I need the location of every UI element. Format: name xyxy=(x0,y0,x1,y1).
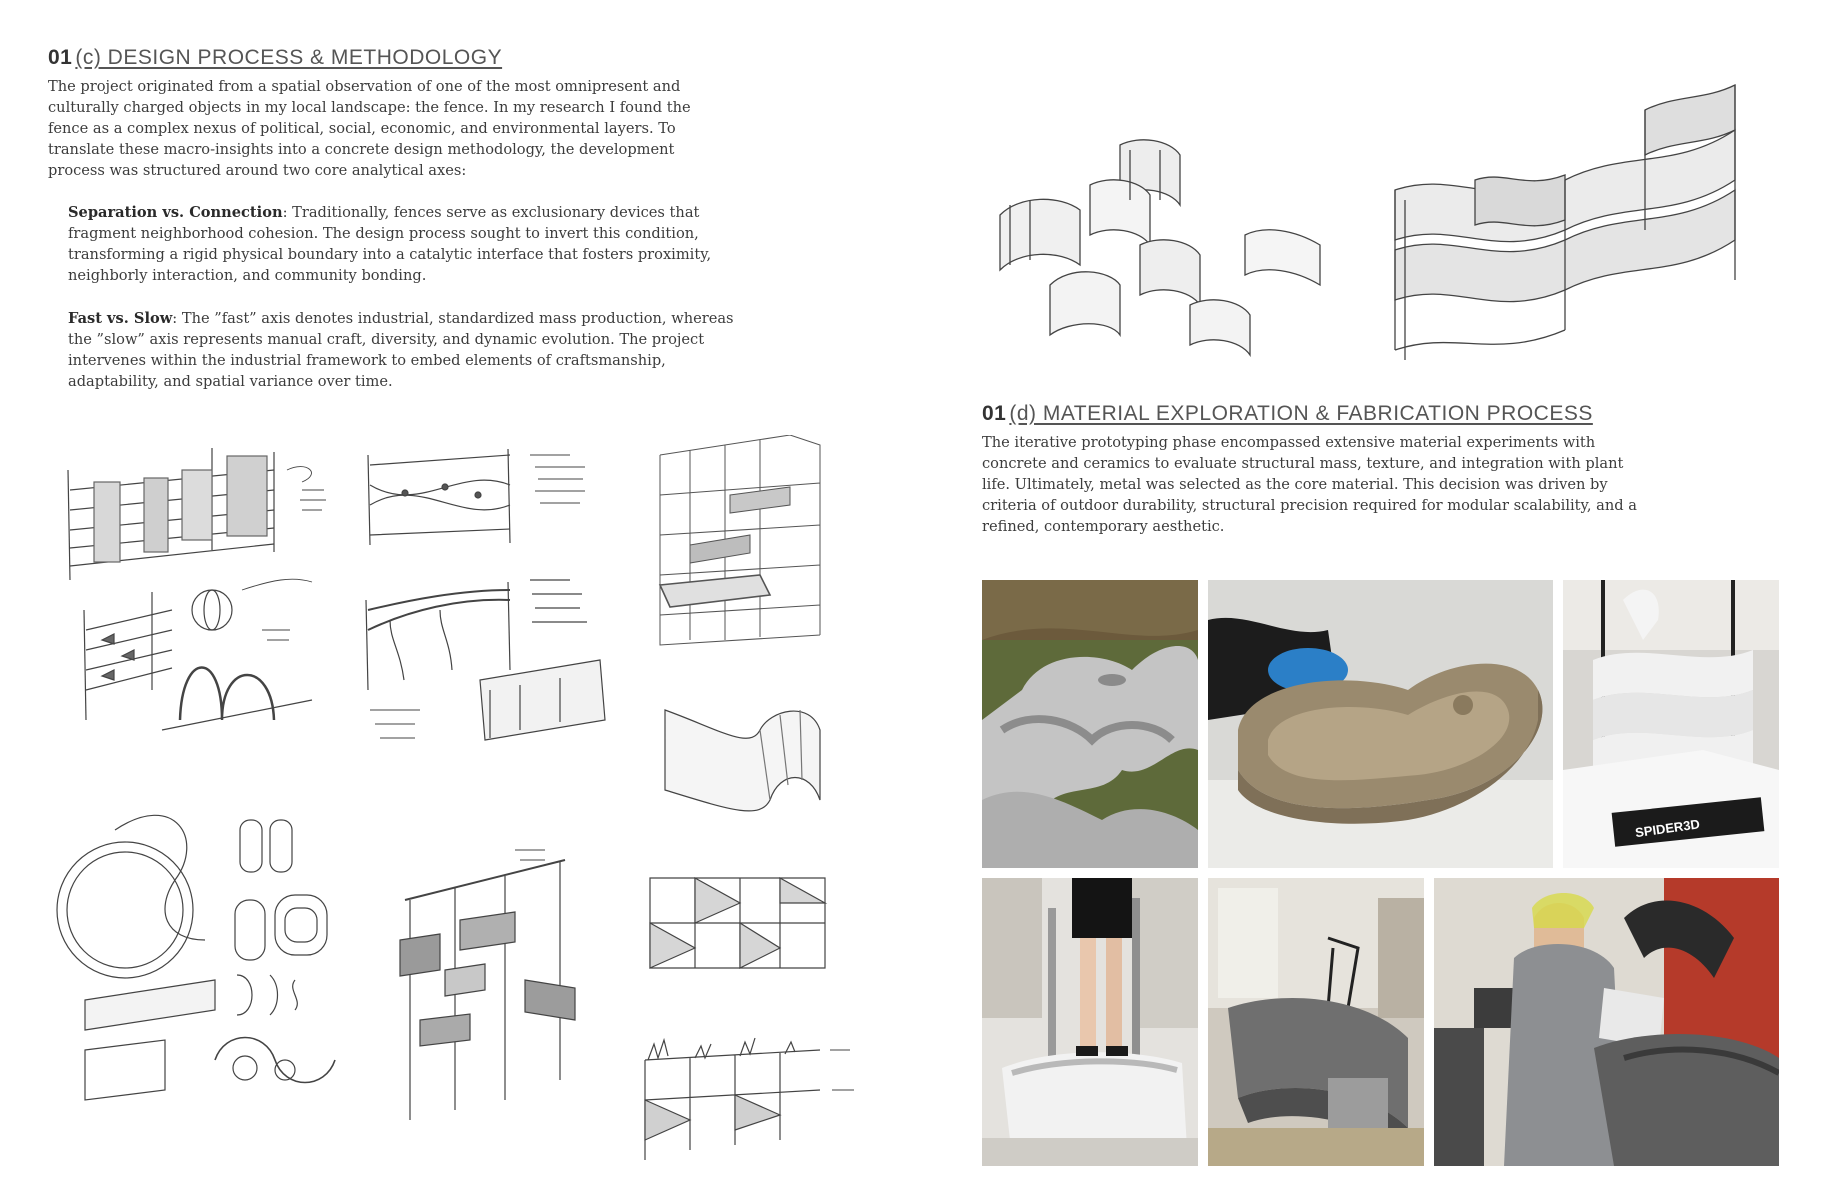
design-process-intro: The project originated from a spatial observation of one of the most omnipresent and culturally charged objects in my local landscape: the fence. In my research I found the fence as a complex nexus of political, social, economic, and environmental layers. To translate these macro-insights into a concrete design methodology, the development process was structured around two core analytical axes: xyxy=(48,78,691,179)
right-section-heading xyxy=(982,402,1593,426)
sketch-hanging-boxes xyxy=(395,830,595,1120)
axis-description: : Traditionally, fences serve as exclusionary devices that fragment neighborhood cohesion. The design process sought to invert this condition, transforming a rigid physical boundary into a catalytic interface that fosters proximity, neighborly interaction, and community bonding. xyxy=(68,204,712,284)
photo-metal-curved-plate xyxy=(1208,878,1424,1166)
sketch-grid-frame-drawers xyxy=(650,435,830,650)
photo-ceramic-3d-print xyxy=(1208,580,1553,868)
photo-concrete-modules-on-grass xyxy=(982,580,1198,868)
right-section-title: (d) MATERIAL EXPLORATION & FABRICATION PROCESS xyxy=(1009,402,1593,425)
left-section-heading xyxy=(48,46,502,70)
sketch-woven-fence xyxy=(360,570,630,770)
sketch-wave-shelving xyxy=(1375,80,1755,365)
axis-fast-slow xyxy=(68,308,748,392)
sketch-fence-hooks xyxy=(62,570,332,770)
right-section-number: 01 xyxy=(982,402,1007,425)
photo-printer-prototype xyxy=(1563,580,1779,868)
axis-term: Fast vs. Slow xyxy=(68,310,173,327)
left-section-title: (c) DESIGN PROCESS & METHODOLOGY xyxy=(75,46,503,69)
axis-description: : The ”fast” axis denotes industrial, standardized mass production, whereas the ”slow” axis represents manual craft, diversity, and dynamic evolution. The project intervenes within the industrial framework to embed elements of craftsmanship, adaptability, and spatial variance over time. xyxy=(68,310,734,390)
sketch-curved-ribbon xyxy=(660,690,830,820)
sketch-modular-stack xyxy=(990,135,1340,365)
axis-term: Separation vs. Connection xyxy=(68,204,283,221)
axis-separation-connection xyxy=(68,202,748,286)
printer-brand-label: SPIDER3D xyxy=(1634,816,1701,841)
photo-person-standing-on-bench xyxy=(982,878,1198,1166)
material-exploration-body: The iterative prototyping phase encompassed extensive material experiments with concrete and ceramics to evaluate structural mass, texture, and integration with plant life. Ultimately, metal was selected as the core material. This decision was driven by criteria of outdoor durability, structural precision required for modular scalability, and a refined, contemporary aesthetic. xyxy=(982,434,1637,535)
left-section-number: 01 xyxy=(48,46,73,69)
sketch-triangle-panels xyxy=(645,868,830,978)
photo-welding-workshop xyxy=(1434,878,1779,1166)
sketch-planter-fence xyxy=(640,1020,865,1160)
sketch-ring-modules xyxy=(55,800,345,1120)
sketch-tensile-fence xyxy=(360,425,630,565)
